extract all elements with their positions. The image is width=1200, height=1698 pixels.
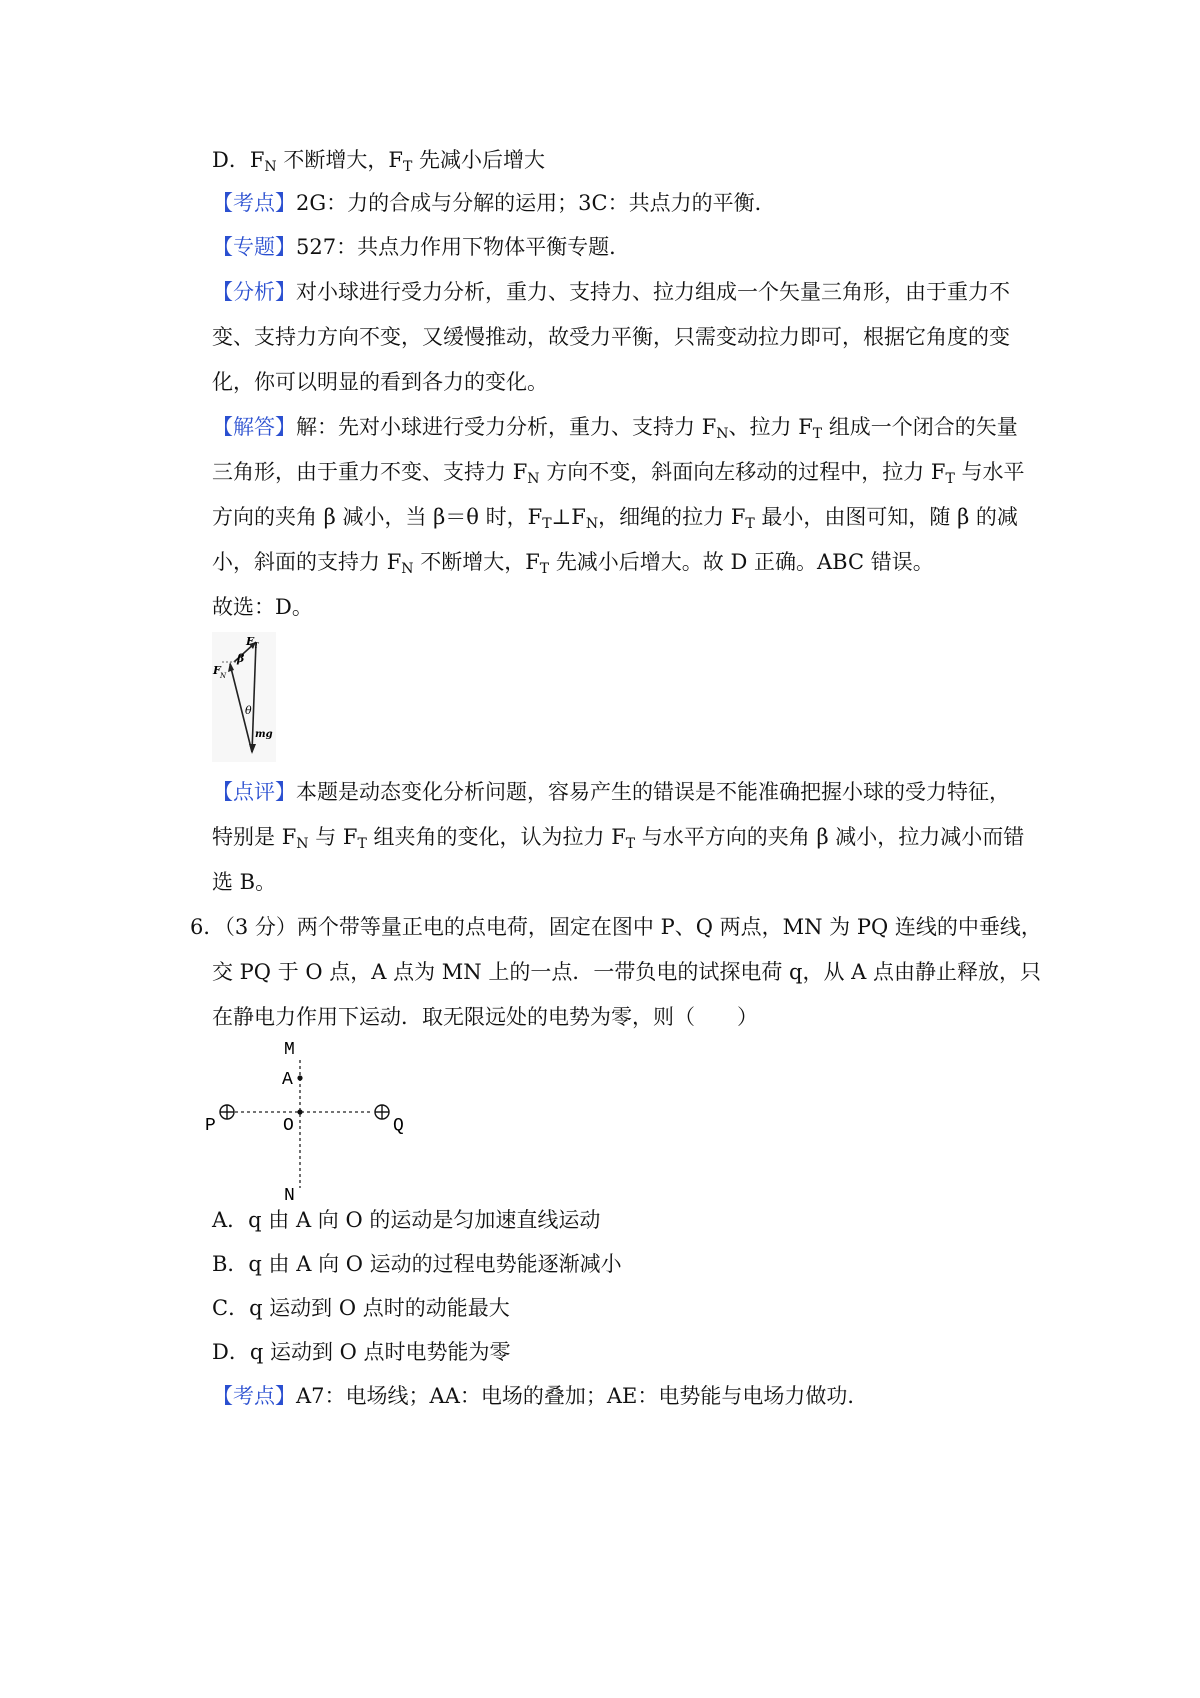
dianping-text: 组夹角的变化，认为拉力 <box>373 825 612 849</box>
point-o <box>297 1109 302 1114</box>
charge-p-icon <box>220 1105 234 1119</box>
subscript: T <box>402 159 413 175</box>
dianping-line-2 <box>212 823 1024 851</box>
q6-stem-line-1 <box>190 913 1042 941</box>
subscript: N <box>296 836 309 852</box>
fenxi-tag: 【分析】 <box>212 280 296 304</box>
symbol-f: F <box>512 460 528 484</box>
label-a: A <box>282 1070 293 1090</box>
zhuanti-line <box>212 233 630 261</box>
subscript: N <box>264 159 277 175</box>
subscript: T <box>539 561 550 577</box>
kaodian-tag: 【考点】 <box>212 191 296 215</box>
answer-text: 故选：D。 <box>212 595 313 619</box>
dianping-text: 本题是动态变化分析问题，容易产生的错误是不能准确把握小球的受力特征， <box>296 780 1010 804</box>
option-text: D．q 运动到 O 点时电势能为零 <box>212 1340 511 1364</box>
q6-kaodian-line <box>212 1382 868 1410</box>
ft-label: F <box>246 635 254 648</box>
q6-stem-line-3 <box>212 1003 758 1031</box>
charge-q-icon <box>375 1105 389 1119</box>
beta-label: β <box>237 652 245 665</box>
symbol-f: F <box>611 825 626 849</box>
subscript: N <box>716 426 729 442</box>
q6-option-a[interactable] <box>212 1206 600 1234</box>
dianping-text: 与 <box>315 825 343 849</box>
jieda-text: 方向不变，斜面向左移动的过程中，拉力 <box>546 460 931 484</box>
jieda-text: 先减小后增大。故 D 正确。ABC 错误。 <box>555 550 934 574</box>
q6-option-b[interactable] <box>212 1250 622 1278</box>
dianping-line-3 <box>212 868 276 896</box>
option-text: B．q 由 A 向 O 运动的过程电势能逐渐减小 <box>212 1252 622 1276</box>
q6-option-c[interactable] <box>212 1294 510 1322</box>
symbol-f: F <box>388 148 403 172</box>
q6-stem-line-2 <box>212 958 1041 986</box>
subscript: T <box>945 471 955 487</box>
jieda-text: 与水平 <box>961 460 1025 484</box>
dianping-line-1 <box>212 778 1010 806</box>
dianping-text: 与水平方向的夹角 β 减小，拉力减小而错 <box>641 825 1025 849</box>
label-m: M <box>284 1040 295 1060</box>
fenxi-text: 对小球进行受力分析，重力、支持力、拉力组成一个矢量三角形，由于重力不 <box>296 280 1010 304</box>
jieda-text: 小，斜面的支持力 <box>212 550 387 574</box>
jieda-text: ，细绳的拉力 <box>598 505 731 529</box>
fn-sub: N <box>220 672 227 680</box>
jieda-text: 方向的夹角 β 减小，当 β＝θ 时， <box>212 505 528 529</box>
q6-stem-text: 6．（3 分）两个带等量正电的点电荷，固定在图中 P、Q 两点，MN 为 PQ 连线的中垂线， <box>190 915 1042 939</box>
jieda-text: 不断增大， <box>420 550 526 574</box>
label-n: N <box>284 1186 295 1200</box>
subscript: T <box>745 516 755 532</box>
symbol-f: F <box>701 415 717 439</box>
symbol-f: F <box>527 505 543 529</box>
jieda-line-2 <box>212 458 1025 486</box>
symbol-f: F <box>281 825 297 849</box>
fenxi-line-2 <box>212 323 1010 351</box>
symbol-f: F <box>386 550 402 574</box>
theta-label: θ <box>245 704 252 717</box>
jieda-text: 、拉力 <box>728 415 799 439</box>
label-o: O <box>283 1116 294 1136</box>
option-d-line <box>212 146 545 174</box>
kaodian-tag: 【考点】 <box>212 1384 296 1408</box>
option-text: C．q 运动到 O 点时的动能最大 <box>212 1296 510 1320</box>
subscript: T <box>625 836 636 852</box>
force-triangle-figure <box>212 632 276 762</box>
q6-stem-text: 交 PQ 于 O 点，A 点为 MN 上的一点．一带负电的试探电荷 q，从 A 点由静止释放，只 <box>212 960 1041 984</box>
label-p: P <box>205 1116 216 1136</box>
subscript: T <box>357 836 367 852</box>
dianping-tag: 【点评】 <box>212 780 296 804</box>
symbol-f: F <box>342 825 358 849</box>
subscript: N <box>585 516 599 532</box>
subscript: N <box>527 471 540 487</box>
charges-figure <box>205 1040 445 1200</box>
option-text: 先减小后增大 <box>418 148 545 172</box>
jieda-line-3 <box>212 503 1018 531</box>
fenxi-line-1 <box>212 278 1010 306</box>
zhuanti-tag: 【专题】 <box>212 235 296 259</box>
dianping-text: 特别是 <box>212 825 282 849</box>
option-prefix: D． <box>212 148 250 172</box>
kaodian-text: 2G：力的合成与分解的运用；3C：共点力的平衡． <box>296 191 776 215</box>
fenxi-line-3 <box>212 368 548 396</box>
jieda-tag: 【解答】 <box>212 415 296 439</box>
symbol-f: F <box>798 415 813 439</box>
subscript: N <box>401 561 414 577</box>
point-a <box>297 1075 302 1080</box>
option-text: 不断增大， <box>283 148 389 172</box>
dianping-text: 选 B。 <box>212 870 277 894</box>
symbol-f: F <box>525 550 540 574</box>
mg-label: mg <box>255 729 273 740</box>
subscript: T <box>812 426 823 442</box>
subscript: T <box>542 516 552 532</box>
kaodian-text: A7：电场线；AA：电场的叠加；AE：电势能与电场力做功． <box>296 1384 869 1408</box>
symbol-f: F <box>730 505 746 529</box>
symbol-f: F <box>930 460 946 484</box>
label-q: Q <box>393 1116 404 1136</box>
option-text: A．q 由 A 向 O 的运动是匀加速直线运动 <box>212 1208 601 1232</box>
symbol-f: F <box>249 148 265 172</box>
jieda-text: 组成一个闭合的矢量 <box>828 415 1018 439</box>
kaodian-line <box>212 189 776 217</box>
jieda-text: 三角形，由于重力不变、支持力 <box>212 460 513 484</box>
fenxi-text: 化，你可以明显的看到各力的变化。 <box>212 370 548 394</box>
fn-label: F <box>213 664 221 677</box>
zhuanti-text: 527：共点力作用下物体平衡专题． <box>296 235 631 259</box>
jieda-line-4 <box>212 548 934 576</box>
jieda-text: 最小，由图可知，随 β 的减 <box>761 505 1018 529</box>
fenxi-text: 变、支持力方向不变，又缓慢推动，故受力平衡，只需变动拉力即可，根据它角度的变 <box>212 325 1010 349</box>
ft-sub: T <box>254 642 259 650</box>
answer-line <box>212 593 313 621</box>
q6-option-d[interactable] <box>212 1338 511 1366</box>
q6-stem-text: 在静电力作用下运动．取无限远处的电势为零，则（ ） <box>212 1005 758 1029</box>
jieda-line-1 <box>212 413 1018 441</box>
perp-symbol: ⊥ <box>551 505 572 529</box>
jieda-text: 解：先对小球进行受力分析，重力、支持力 <box>296 415 702 439</box>
symbol-f: F <box>571 505 586 529</box>
